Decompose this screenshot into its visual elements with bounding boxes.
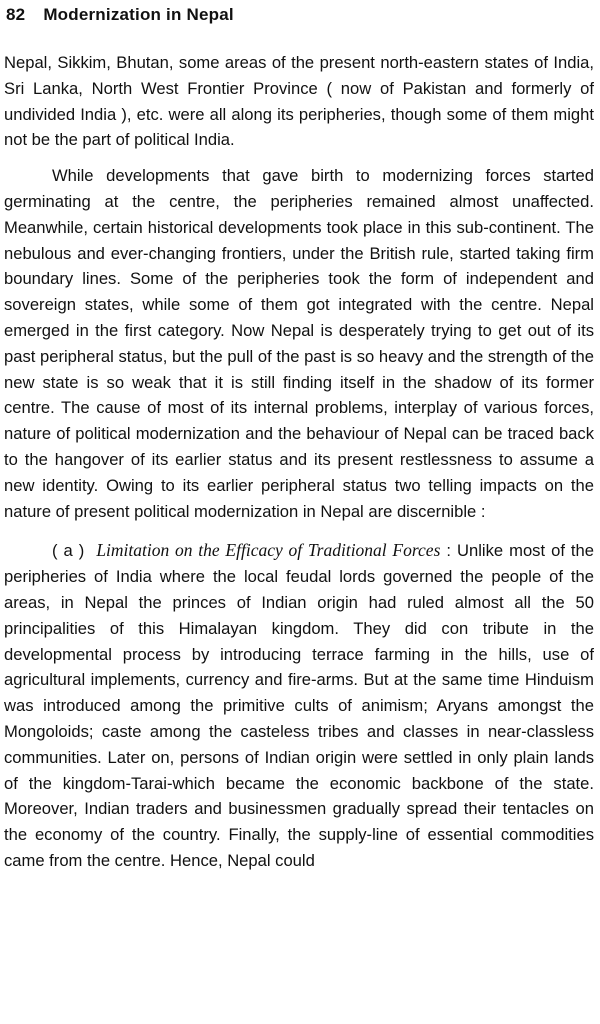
section-heading-colon: : <box>440 541 452 561</box>
paragraph-1: Nepal, Sikkim, Bhutan, some areas of the present north-eastern states of India, Sri Lanka, North West Frontier Province ( now of Pakistan and formerly of undivided India ), etc. were all along its peripheries, though some of them might not be the part of political India. <box>4 53 594 150</box>
body-text <box>4 50 594 874</box>
running-head <box>4 0 594 30</box>
paragraph-2: While developments that gave birth to modernizing forces started germinating at the centre, the peripheries remained almost unaffected. Meanwhile, certain historical developments took place in this sub-continent. The nebulous and ever-changing frontiers, under the British rule, started taking firm boundary lines. Some of the peripheries took the form of independent and sovereign states, while some of them got integrated with the centre. Nepal emerged in the first category. Now Nepal is desperately trying to get out of its past peripheral status, but the pull of the past is so heavy and the strength of the new state is so weak that it is still finding itself in the shadow of its former centre. The cause of most of its internal problems, interplay of various forces, nature of political modernization and the behaviour of Nepal can be traced back to the hangover of its earlier status and its present restlessness to assume a new identity. Owing to its earlier peripheral status two telling impacts on the nature of present political modernization in Nepal are discernible : <box>4 166 594 521</box>
running-head-title: Modernization in Nepal <box>43 5 234 24</box>
page-number: 82 <box>6 5 26 24</box>
section-label: ( a ) <box>52 541 85 561</box>
paragraph-3 <box>4 538 594 873</box>
paragraph-3-text: Unlike most of the peripheries of India where the local feudal lords governed the people of the areas, in Nepal the princes of Indian origin had ruled almost all the 50 principalities of this Himalayan kingdom. They did con tribute in the developmental process by introducing terrace farming in the hills, use of agricultural implements, currency and fire-arms. But at the same time Hinduism was introduced among the primitive cults of animism; Aryans amongst the Mongoloids; caste among the casteless tribes and classes in near-classless communities. Later on, persons of Indian origin were settled in only plain lands of the kingdom-Tarai-which became the economic backbone of the state. Moreover, Indian traders and businessmen gradually spread their tentacles on the economy of the country. Finally, the supply-line of essential commodities came from the centre. Hence, Nepal could <box>4 541 594 870</box>
section-heading: Limitation on the Efficacy of Traditional Forces <box>96 540 441 561</box>
